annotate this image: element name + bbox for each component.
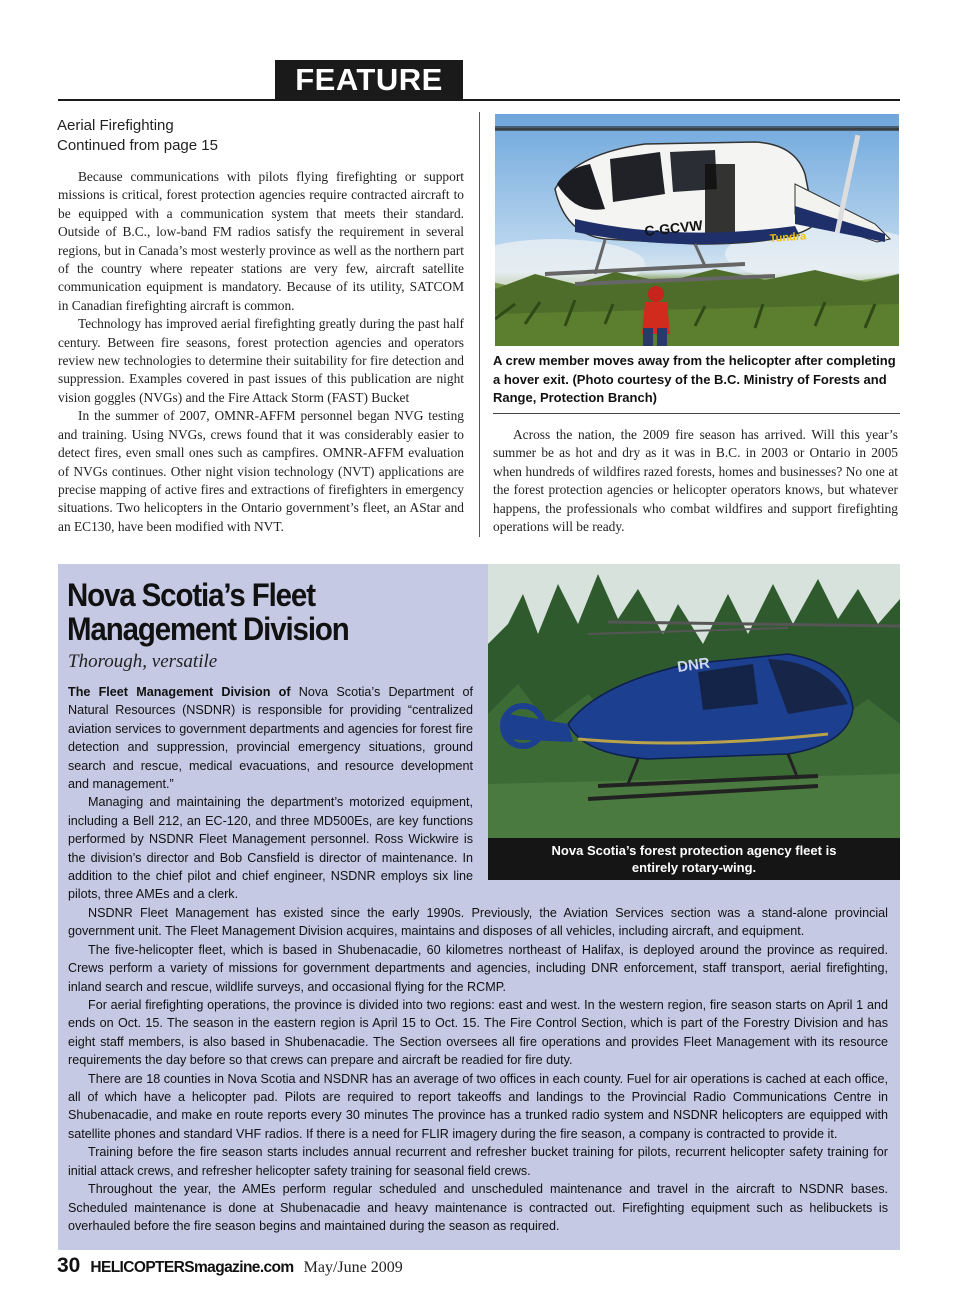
article-paragraph: In the summer of 2007, OMNR-AFFM personnel began NVG testing and training. Using NVGs, crews found that it was considerably easier to detect fires, even small ones such as campfires. OMNR-AFFM evaluation of NVGs continues. Other night vision technology (NVT) applications are precise mapping of active fires and extractions of firefighters in emergency situations. Two helicopters in the Ontario government’s fleet, an AStar and an EC130, have been modified with NVT.: [58, 408, 464, 534]
sidebar-title-line: Management Division: [67, 611, 349, 647]
sidebar-photo-caption: [488, 838, 900, 880]
article-right-column: [493, 426, 898, 536]
sidebar-title: [67, 578, 444, 646]
section-tag: FEATURE: [275, 60, 463, 100]
helicopter-hover-photo: [495, 114, 899, 346]
tail-text: Tundra: [769, 230, 807, 245]
sidebar-lead-paragraph: [68, 683, 473, 793]
article-left-column: [58, 168, 464, 536]
kicker-title: Aerial Firefighting: [57, 117, 174, 134]
page-number: 30: [57, 1254, 81, 1277]
magazine-site: HELICOPTERSmagazine.com: [90, 1259, 294, 1276]
lead-in: The Fleet Management Division of: [68, 685, 291, 699]
article-paragraph: Across the nation, the 2009 fire season has arrived. Will this year’s summer be as hot and dry as it was in B.C. in 2003 or Ontario in 2005 when hundreds of wildfires razed forests, homes and businesses? No one at the forest protection agencies or helicopter operators knows, but whatever happens, the professionals who combat wildfires and support firefighting operations will be ready.: [493, 427, 898, 535]
helicopter-illustration: [495, 114, 899, 346]
article-paragraph: Because communications with pilots flying firefighting or support missions is critical, forest protection agencies require contracted aircraft to be equipped with a communication system that meets their standard. Outside of B.C., low-band FM radios satisfy the requirement in several regions, but in Canada’s most westerly province as well as the northern part of the country where repeater stations are very few, aircraft satellite communication equipment is mandatory. Because of its utility, SATCOM in Canadian firefighting aircraft is common.: [58, 169, 464, 313]
sidebar-title-line: Nova Scotia’s Fleet: [67, 577, 315, 613]
caption-rule: [493, 413, 900, 414]
sidebar-left-text: [68, 683, 473, 904]
page-footer: [57, 1254, 403, 1284]
sidebar-paragraph: For aerial firefighting operations, the province is divided into two regions: east and west. In the western region, fire season starts on April 1 and ends on Oct. 15. The season in the eastern region is April 15 to Oct. 15. The Fire Control Section, which is part of the Forestry Division and has eight staff members, is also based in Shubenacadie. The Section oversees all fire operations and provides Fleet Management with its resource requirements the day before so that crews can prepare and aircraft be readied for fire duty.: [68, 998, 888, 1068]
blue-helicopter-illustration: [488, 564, 900, 880]
column-divider: [479, 112, 480, 537]
article-paragraph: Technology has improved aerial firefighting greatly during the past half century. Between fire seasons, forest protection agencies and operators review new technologies to determine their suitability for fire detection and suppression. Examples covered in past issues of this publication are night vision goggles (NVGs) and the Fire Attack Storm (FAST) Bucket: [58, 316, 464, 405]
sidebar-paragraph: Training before the fire season starts includes annual recurrent and refresher bucket training for pilots, recurrent helicopter safety training for initial attack crews, and refresher helicopter safety training for seasonal field crews.: [68, 1145, 888, 1178]
sidebar-paragraph: Managing and maintaining the department’s motorized equipment, including a Bell 212, an EC-120, and three MD500Es, are key functions performed by NSDNR Fleet Management personnel. Ross Wickwire is the division’s director and Bob Cansfield is director of maintenance. In addition to the chief pilot and chief engineer, NSDNR employs six line pilots, three AMEs and a clerk.: [68, 795, 473, 902]
issue-date: May/June 2009: [303, 1259, 403, 1276]
sidebar-paragraph: NSDNR Fleet Management has existed since the early 1990s. Previously, the Aviation Services section was a stand-alone provincial government unit. The Fleet Management Division acquires, maintains and disposes of all vehicles, including aircraft, and equipment.: [68, 906, 888, 939]
continuation-kicker: [57, 116, 467, 156]
sidebar-paragraph: Throughout the year, the AMEs perform regular scheduled and unscheduled maintenance and travel in the aircraft to NSDNR bases. Scheduled maintenance is done at Shubenacadie and heavy maintenance is contracted out. Firefighting equipment such as helibuckets is overhauled before the fire season begins and maintained during the season as required.: [68, 1182, 888, 1233]
heli-text: DNR: [676, 654, 711, 676]
caption-line: Nova Scotia’s forest protection agency fleet is: [551, 843, 837, 858]
header-rule: [58, 99, 900, 101]
kicker-continued: Continued from page 15: [57, 137, 218, 154]
caption-line: entirely rotary-wing.: [631, 860, 757, 875]
sidebar-paragraph: The five-helicopter fleet, which is based in Shubenacadie, 60 kilometres northeast of Halifax, is deployed around the province as required. Crews perform a variety of missions for government departments and agencies, including DNR enforcement, staff transport, aerial firefighting, inland search and rescue, wildlife surveys, and occasional flying for the RCMP.: [68, 942, 888, 994]
sidebar-full-text: [68, 904, 888, 1235]
photo-caption: A crew member moves away from the helicopter after completing a hover exit. (Photo courtesy of the B.C. Ministry of Forests and Range, Protection Branch): [493, 353, 896, 405]
blue-helicopter-photo: [488, 564, 900, 880]
lead-text: Nova Scotia’s Department of Natural Resources (NSDNR) is responsible for providing “centralized aviation services to government departments and agencies for forest fire detection and suppression, provincial emergency situations, ground search and rescue, medical evacuations, and resource development and management.”: [68, 685, 473, 792]
sidebar-subtitle: Thorough, versatile: [68, 651, 218, 672]
registration-text: C-GCVW: [643, 216, 704, 239]
sidebar-paragraph: There are 18 counties in Nova Scotia and NSDNR has an average of two offices in each county. Fuel for air operations is cached at each office, all of which have a helicopter pad. Pilots are required to report takeoffs and landings to the Provincial Radio Communications Centre in Shubenacadie, and make en route reports every 30 minutes The province has a trunked radio system and NSDNR helicopters are equipped with satellite phones and standard VHF radios. If there is a need for FLIR imagery during the fire season, a company is contracted to provide it.: [68, 1071, 888, 1141]
